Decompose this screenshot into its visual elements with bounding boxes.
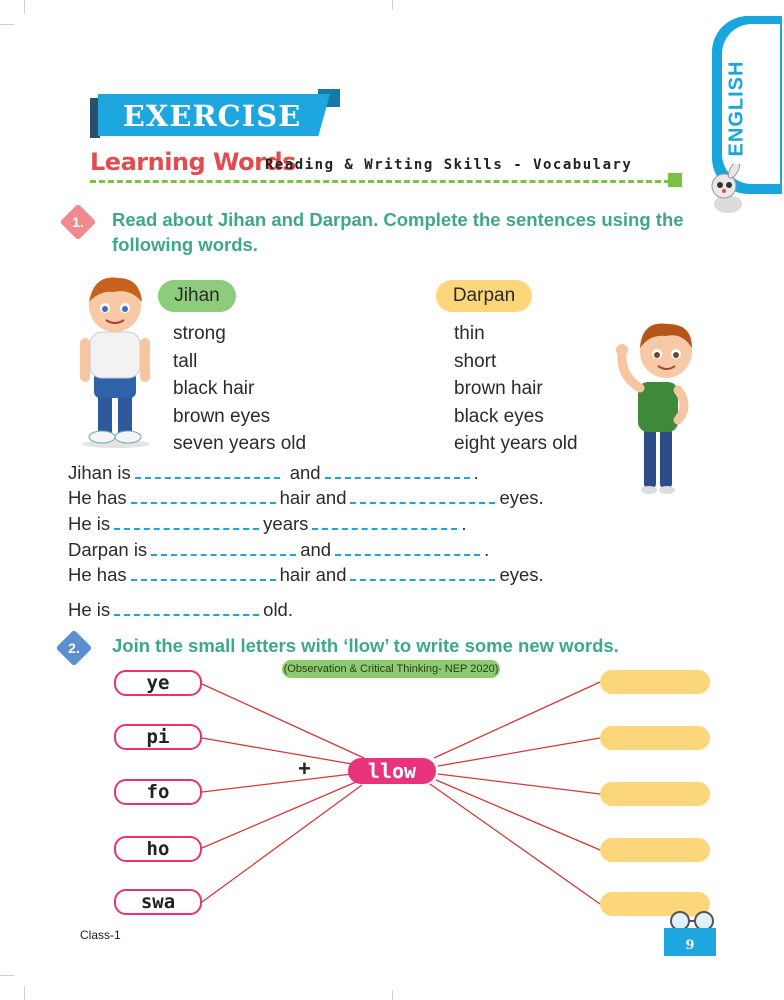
darpan-trait: brown hair — [454, 378, 543, 399]
sentence-6: He is old. — [68, 599, 293, 620]
sentence-3: He is years . — [68, 513, 467, 534]
answer-box[interactable] — [600, 726, 710, 750]
syllable-box[interactable]: pi — [114, 724, 202, 750]
answer-box[interactable] — [600, 782, 710, 806]
jihan-name-pill: Jihan — [158, 280, 236, 312]
subject-tab-label: ENGLISH — [725, 60, 748, 156]
sentence-4: Darpan is and . — [68, 539, 490, 560]
darpan-name-pill: Darpan — [436, 280, 532, 312]
sentence-5: He has hair and eyes. — [68, 564, 544, 585]
syllable-box[interactable]: ho — [114, 836, 202, 862]
jihan-trait: brown eyes — [173, 406, 271, 427]
section-subtitle: Reading & Writing Skills - Vocabulary — [265, 157, 633, 173]
syllable-box[interactable]: fo — [114, 779, 202, 805]
answer-box[interactable] — [600, 838, 710, 862]
section-title: Learning Words — [90, 148, 296, 176]
exercise-title: EXERCISE — [122, 99, 302, 133]
syllable-box[interactable]: ye — [114, 670, 202, 696]
darpan-trait: thin — [454, 323, 485, 344]
suffix-llow: llow — [348, 758, 436, 784]
question-2-badge: 2. — [56, 630, 92, 666]
syllable-box[interactable]: swa — [114, 889, 202, 915]
jihan-trait: strong — [173, 323, 226, 344]
jihan-trait: black hair — [173, 378, 255, 399]
skill-note-badge: (Observation & Critical Thinking- NEP 2020) — [282, 660, 500, 678]
darpan-trait: eight years old — [454, 433, 578, 454]
sentence-2: He has hair and eyes. — [68, 487, 544, 508]
question-2-prompt: Join the small letters with ‘llow’ to write some new words. — [112, 635, 619, 656]
page-number: 9 — [664, 928, 716, 956]
class-label: Class-1 — [80, 928, 121, 942]
darpan-trait: black eyes — [454, 406, 544, 427]
darpan-trait: short — [454, 351, 497, 372]
sentence-1: Jihan is and . — [68, 462, 479, 483]
question-1-badge: 1. — [60, 204, 96, 240]
answer-box[interactable] — [600, 670, 710, 694]
jihan-trait: tall — [173, 351, 198, 372]
question-1-prompt: Read about Jihan and Darpan. Complete the sentences using the following words. — [112, 209, 684, 255]
jihan-trait: seven years old — [173, 433, 307, 454]
plus-sign: + — [298, 756, 311, 781]
